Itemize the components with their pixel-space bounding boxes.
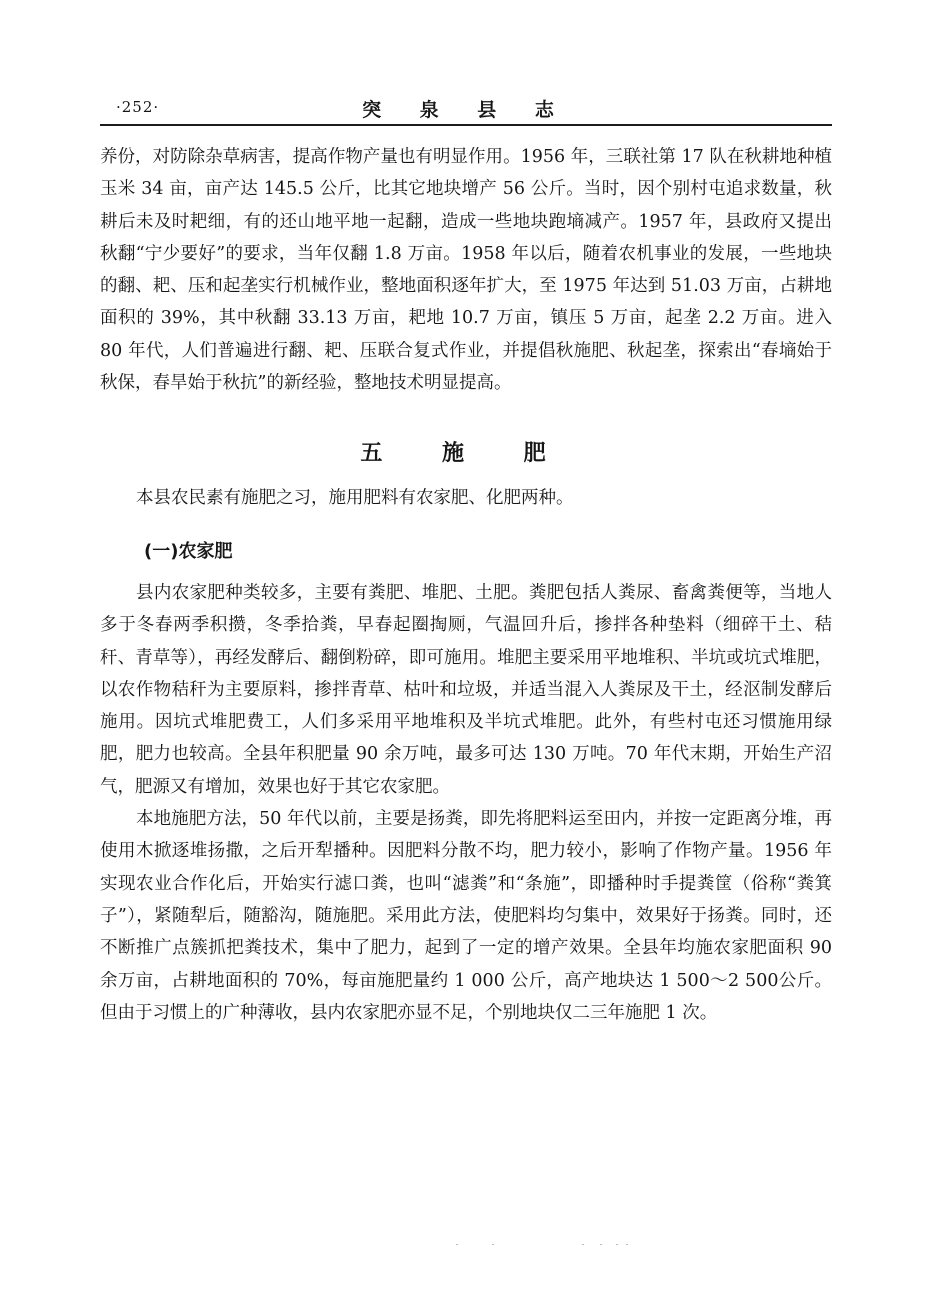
header-rule — [100, 124, 832, 126]
manure-block — [100, 577, 832, 1029]
page-number: ·252· — [116, 98, 160, 116]
application-methods-paragraph: 本地施肥方法，50 年代以前，主要是扬粪，即先将肥料运至田内，并按一定距离分堆，再使用木掀逐堆扬撒，之后开犁播种。因肥料分散不均，肥力较小，影响了作物产量。1956 年实现农业合作化后，开始实行滤口粪，也叫“滤粪”和“条施”，即播种时手提粪筐（俗称“粪箕子”），紧随犁后，随豁沟，随施肥。采用此方法，使肥料均匀集中，效果好于扬粪。同时，还不断推广点簇抓把粪技术，集中了肥力，起到了一定的增产效果。全县年均施农家肥面积 90 余万亩，占耕地面积的 70%，每亩施肥量约 1 000 公斤，高产地块达 1 500～2 500公斤。但由于习惯上的广种薄收，县内农家肥亦显不足，个别地块仅二三年施肥 1 次。 — [100, 809, 832, 1023]
book-title: 突 泉 县 志 — [362, 99, 570, 121]
running-head — [100, 92, 832, 122]
section-heading: 五 施 肥 — [360, 441, 572, 466]
continuation-paragraph: 养份，对防除杂草病害，提高作物产量也有明显作用。1956 年，三联社第 17 队在秋耕地种植玉米 34 亩，亩产达 145.5 公斤，比其它地块增产 56 公斤。当时，因个别村屯追求数量，秋耕后未及时耙细，有的还山地平地一起翻，造成一些地块跑墒减产。1957 年，县政府又提出秋翻“宁少要好”的要求，当年仅翻 1.8 万亩。1958 年以后，随着农机事业的发展，一些地块的翻、耙、压和起垄实行机械作业，整地面积逐年扩大，至 1975 年达到 51.03 万亩，占耕地面积的 39%，其中秋翻 33.13 万亩，耙地 10.7 万亩，镇压 5 万亩，起垄 2.2 万亩。进入 80 年代，人们普遍进行翻、耙、压联合复式作业，并提倡秋施肥、秋起垄，探索出“春墒始于秋保，春旱始于秋抗”的新经验，整地技术明显提高。 — [100, 147, 832, 394]
continuation-block — [100, 141, 832, 399]
intro-block — [100, 482, 832, 514]
subsection-heading: (一)农家肥 — [144, 541, 233, 562]
section-intro-paragraph: 本县农民素有施肥之习，施用肥料有农家肥、化肥两种。 — [136, 488, 574, 508]
manure-types-paragraph: 县内农家肥种类较多，主要有粪肥、堆肥、土肥。粪肥包括人粪尿、畜禽粪便等，当地人多于冬春两季积攒，冬季拾粪，早春起圈掏厕，气温回升后，掺拌各种垫料（细碎干土、秸秆、青草等），再经发酵后、翻倒粉碎，即可施用。堆肥主要采用平地堆积、半坑或坑式堆肥，以农作物秸秆为主要原料，掺拌青草、枯叶和垃圾，并适当混入人粪尿及干土，经沤制发酵后施用。因坑式堆肥费工，人们多采用平地堆积及半坑式堆肥。此外，有些村屯还习惯施用绿肥，肥力也较高。全县年积肥量 90 余万吨，最多可达 130 万吨。70 年代末期，开始生产沼气，肥源又有增加，效果也好于其它农家肥。 — [100, 583, 832, 797]
scan-artifact — [440, 1242, 640, 1248]
